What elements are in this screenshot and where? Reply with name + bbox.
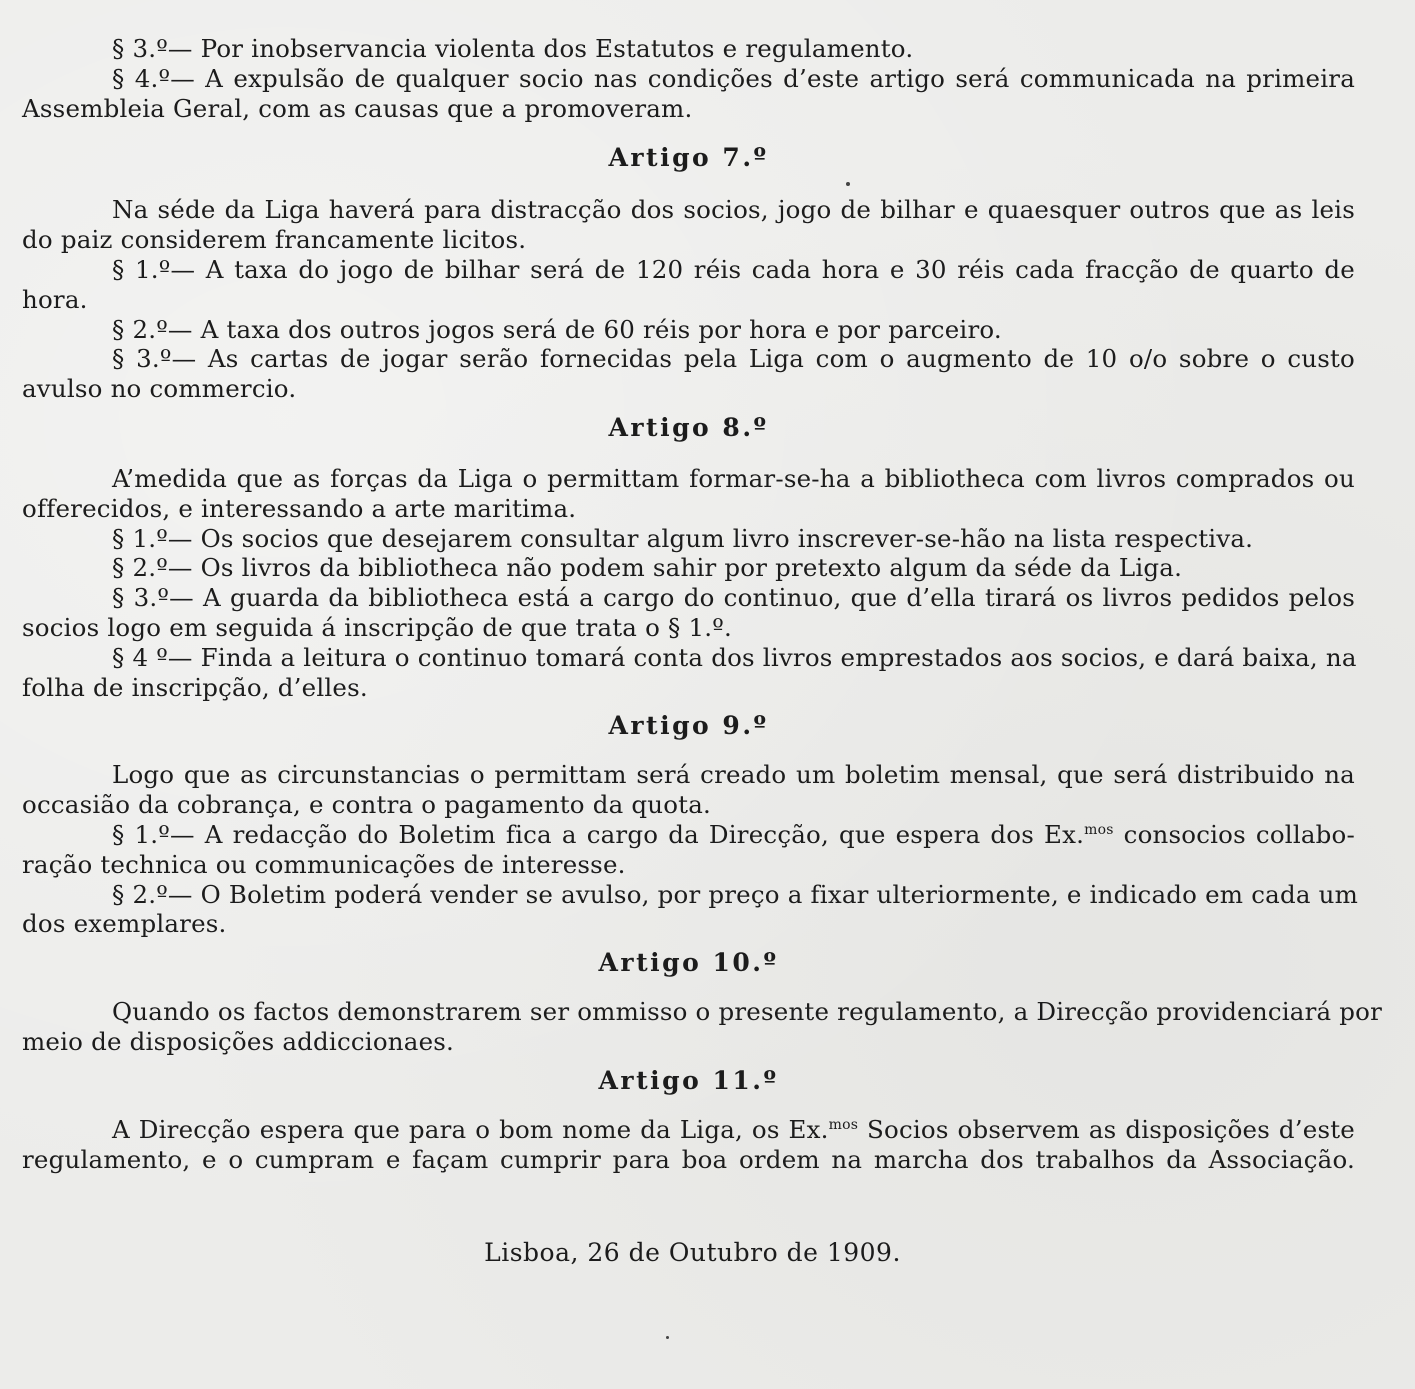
art10-intro-cont: meio de disposições addiccionaes. bbox=[22, 1026, 455, 1056]
art8-intro: A’medida que as forças da Liga o permittam formar-se-ha a bibliotheca com livros comprados ou bbox=[112, 463, 1355, 493]
closing-date: Lisboa, 26 de Outubro de 1909. bbox=[484, 1238, 901, 1267]
art9-intro-cont: occasião da cobrança, e contra o pagamento da quota. bbox=[22, 790, 712, 820]
art9-paragraph-1-cont: ração technica ou communicações de interesse. bbox=[22, 849, 626, 879]
art8-intro-cont: offerecidos, e interessando a arte maritima. bbox=[22, 493, 577, 523]
art9-paragraph-2: § 2.º— O Boletim poderá vender se avulso, por preço a fixar ulteriormente, e indicado em cada um bbox=[112, 879, 1359, 909]
art11-intro-cont: regulamento, e o cumpram e façam cumprir para boa ordem na marcha dos trabalhos da Associação. bbox=[22, 1144, 1355, 1174]
art8-paragraph-2: § 2.º— Os livros da bibliotheca não podem sahir por pretexto algum da séde da Liga. bbox=[112, 553, 1183, 583]
art7-intro-cont: do paiz considerem francamente licitos. bbox=[22, 225, 527, 255]
art9-paragraph-2-cont: dos exemplares. bbox=[22, 909, 227, 939]
heading-artigo-10: Artigo 10.º bbox=[598, 948, 779, 978]
art7-paragraph-1-cont: hora. bbox=[22, 284, 88, 314]
ordinal-superscript: mos bbox=[1084, 821, 1114, 838]
art7-paragraph-1: § 1.º— A taxa do jogo de bilhar será de 120 réis cada hora e 30 réis cada fracção de quarto de bbox=[112, 254, 1355, 284]
heading-artigo-11: Artigo 11.º bbox=[598, 1065, 779, 1095]
paper-speck bbox=[666, 1336, 669, 1339]
heading-artigo-8: Artigo 8.º bbox=[608, 412, 769, 442]
art9-paragraph-1-text-a: § 1.º— A redacção do Boletim fica a cargo da Direcção, que espera dos Ex. bbox=[112, 819, 1085, 849]
art9-intro: Logo que as circunstancias o permittam será creado um boletim mensal, que será distribuido na bbox=[112, 760, 1355, 790]
art8-paragraph-3: § 3.º— A guarda da bibliotheca está a cargo do continuo, que d’ella tirará os livros pedidos pelos bbox=[112, 583, 1355, 613]
art8-paragraph-3-cont: socios logo em seguida á inscripção de que trata o § 1.º. bbox=[22, 612, 732, 642]
art9-paragraph-1-text-b: consocios collabo- bbox=[1113, 819, 1355, 849]
art11-intro bbox=[22, 1115, 1355, 1145]
art8-paragraph-1: § 1.º— Os socios que desejarem consultar algum livro inscrever-se-hão na lista respectiva. bbox=[112, 523, 1254, 553]
art9-paragraph-1 bbox=[22, 820, 1355, 850]
document-body bbox=[22, 30, 1383, 1174]
ordinal-superscript: mos bbox=[828, 1116, 859, 1133]
art6-paragraph-4-cont: Assembleia Geral, com as causas que a promoveram. bbox=[22, 93, 693, 123]
art8-paragraph-4-cont: folha de inscripção, d’elles. bbox=[22, 672, 368, 702]
heading-artigo-7: Artigo 7.º bbox=[608, 143, 769, 173]
art7-paragraph-3-cont: avulso no commercio. bbox=[22, 374, 297, 404]
art7-intro: Na séde da Liga haverá para distracção dos socios, jogo de bilhar e quaesquer outros que as leis bbox=[112, 195, 1355, 225]
art11-intro-text-b: Socios observem as disposições d’este bbox=[858, 1114, 1355, 1144]
heading-artigo-9: Artigo 9.º bbox=[608, 711, 769, 741]
art10-intro: Quando os factos demonstrarem ser ommisso o presente regulamento, a Direcção providenciará por bbox=[112, 997, 1383, 1027]
art8-paragraph-4: § 4 º— Finda a leitura o continuo tomará conta dos livros emprestados aos socios, e dará baixa, na bbox=[112, 642, 1357, 672]
paper-speck bbox=[846, 182, 850, 186]
art11-intro-text-a: A Direcção espera que para o bom nome da Liga, os Ex. bbox=[112, 1114, 829, 1144]
art6-paragraph-3: § 3.º— Por inobservancia violenta dos Estatutos e regulamento. bbox=[112, 34, 914, 63]
art7-paragraph-2: § 2.º— A taxa dos outros jogos será de 60 réis por hora e por parceiro. bbox=[112, 314, 1002, 344]
art7-paragraph-3: § 3.º— As cartas de jogar serão fornecidas pela Liga com o augmento de 10 o/o sobre o custo bbox=[112, 344, 1355, 374]
art6-paragraph-4: § 4.º— A expulsão de qualquer socio nas condições d’este artigo será communicada na primeira bbox=[112, 63, 1355, 93]
